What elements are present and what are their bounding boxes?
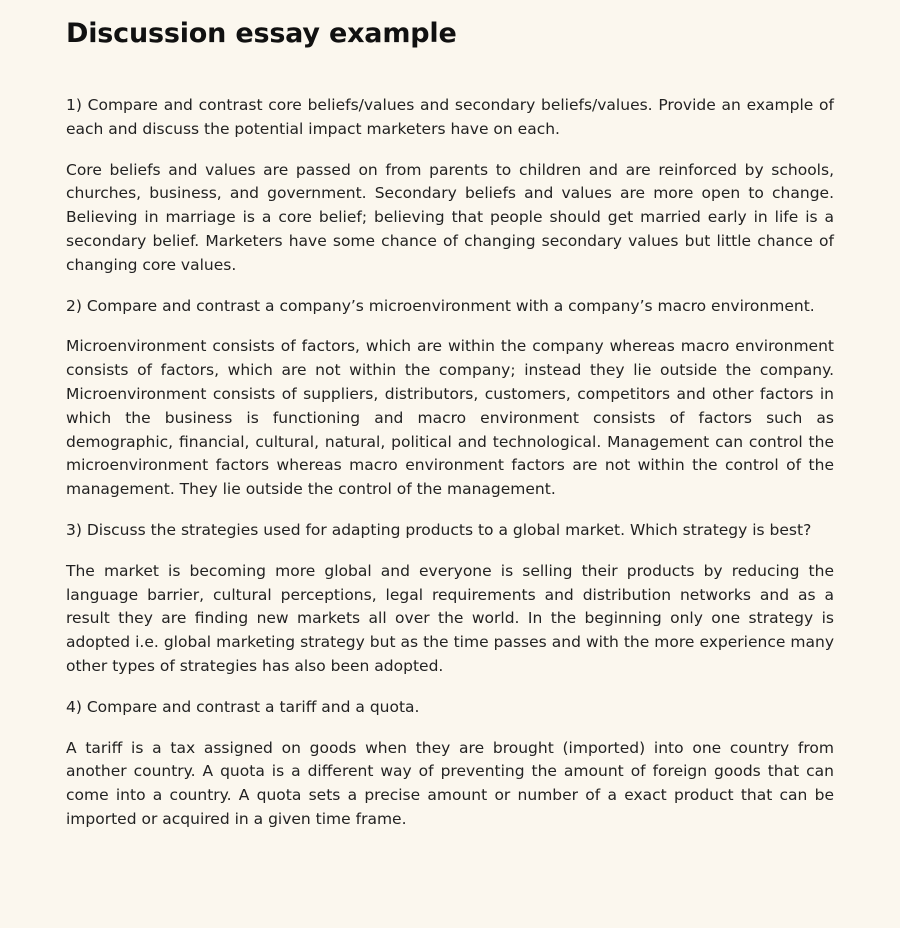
- question-4: 4) Compare and contrast a tariff and a quota.: [66, 697, 420, 716]
- answer-2: Microenvironment consists of factors, which are within the company whereas macro environment consists of factors, which are not within the company; instead they lie outside the company. Microenvironment consists of suppliers, distributors, customers, competitors and other factors in which the business is functioning and macro environment consists of factors such as demographic, financial, cultural, natural, political and technological. Management can control the microenvironment factors whereas macro environment factors are not within the control of the management. They lie outside the control of the management.: [66, 337, 834, 499]
- answer-4: A tariff is a tax assigned on goods when they are brought (imported) into one country from another country. A quota is a different way of preventing the amount of foreign goods that can come into a country. A quota sets a precise amount or number of a exact product that can be imported or acquired in a given time frame.: [66, 738, 834, 828]
- essay-body: [66, 94, 834, 832]
- page-title: Discussion essay example: [66, 18, 457, 49]
- question-3: 3) Discuss the strategies used for adapting products to a global market. Which strategy is best?: [66, 520, 812, 539]
- question-1: 1) Compare and contrast core beliefs/values and secondary beliefs/values. Provide an example of each and discuss the potential impact marketers have on each.: [66, 96, 834, 138]
- answer-1: Core beliefs and values are passed on from parents to children and are reinforced by schools, churches, business, and government. Secondary beliefs and values are more open to change. Believing in marriage is a core belief; believing that people should get married early in life is a secondary belief. Marketers have some chance of changing secondary values but little chance of changing core values.: [66, 160, 834, 274]
- answer-3: The market is becoming more global and everyone is selling their products by reducing the language barrier, cultural perceptions, legal requirements and distribution networks and as a result they are finding new markets all over the world. In the beginning only one strategy is adopted i.e. global marketing strategy but as the time passes and with the more experience many other types of strategies has also been adopted.: [66, 561, 834, 675]
- question-2: 2) Compare and contrast a company’s microenvironment with a company’s macro environment.: [66, 296, 815, 315]
